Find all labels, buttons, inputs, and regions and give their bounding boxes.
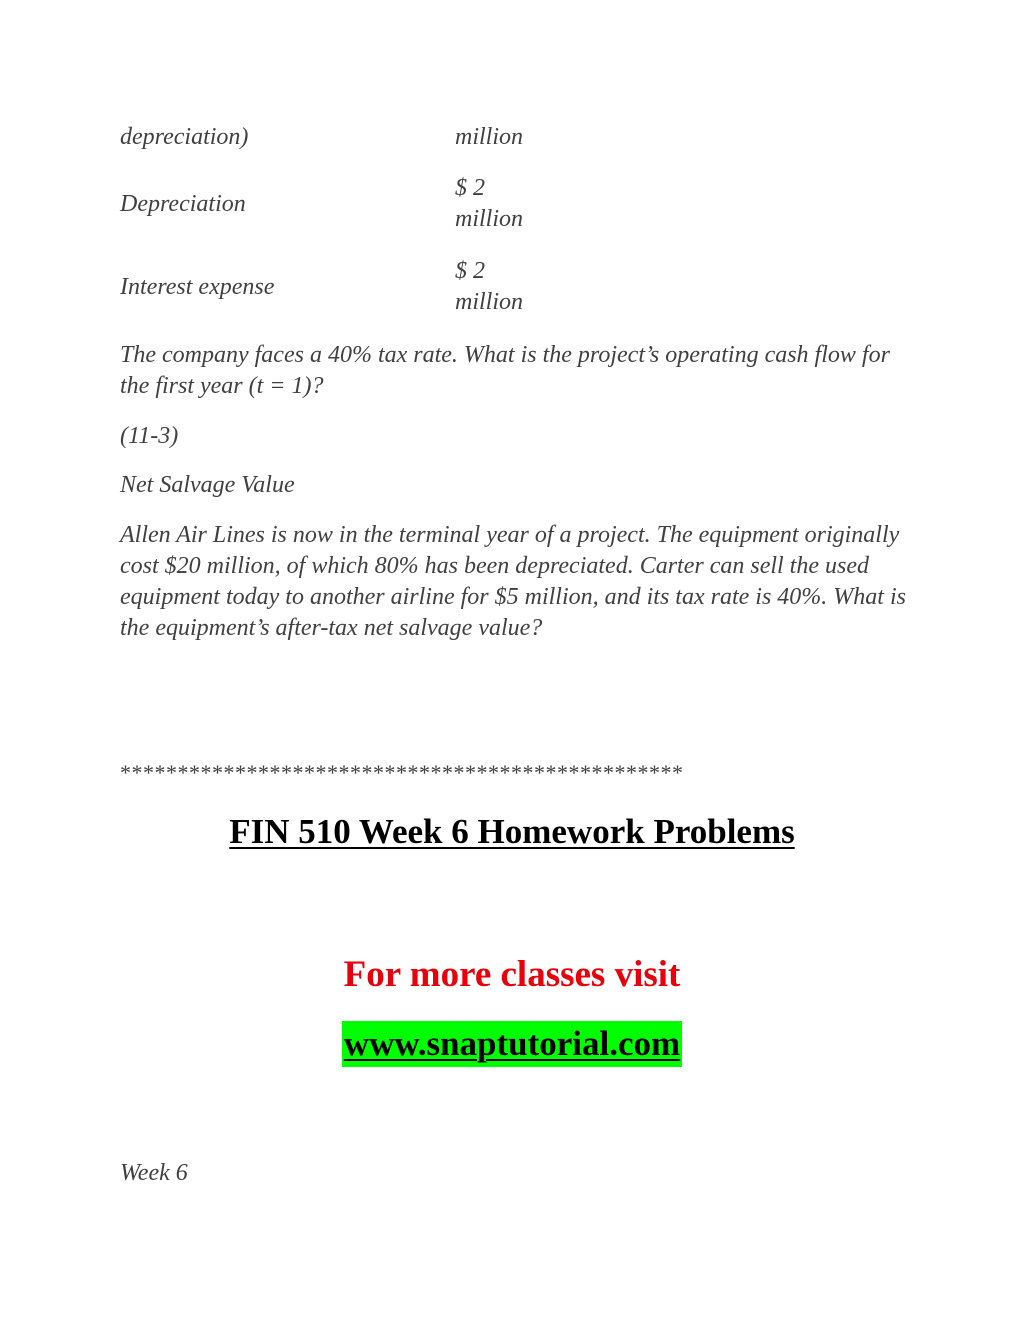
week-label: Week 6 bbox=[120, 1160, 188, 1186]
page-title bbox=[0, 812, 1024, 852]
page-title-text: FIN 510 Week 6 Homework Problems bbox=[229, 812, 795, 851]
table-row-label: Interest expense bbox=[120, 274, 275, 300]
table-row-value: million bbox=[455, 206, 524, 232]
question-text: The company faces a 40% tax rate. What is the project’s operating cash flow for the first year (t = 1)? bbox=[120, 342, 890, 399]
table-row-label: Depreciation bbox=[120, 191, 246, 217]
promo-link-wrap bbox=[0, 1021, 1024, 1067]
problem-title: Net Salvage Value bbox=[120, 472, 295, 498]
problem-number: (11-3) bbox=[120, 423, 179, 449]
separator: ************************************************* bbox=[120, 760, 684, 785]
table-row-value: million bbox=[455, 124, 524, 150]
table-row-label: depreciation) bbox=[120, 124, 249, 150]
problem-text: Allen Air Lines is now in the terminal year of a project. The equipment originally cost $20 million, of which 80% has been depreciated. Carter can sell the used equipment today to another airline for $5 million, and its tax rate is 40%. What is the equipment’s after-tax net salvage value? bbox=[120, 522, 906, 641]
table-row-value: $ 2 bbox=[455, 258, 485, 284]
promo-link[interactable]: www.snaptutorial.com bbox=[342, 1021, 682, 1067]
table-row-value: $ 2 bbox=[455, 175, 485, 201]
table-row-value: million bbox=[455, 289, 524, 315]
promo-text: For more classes visit bbox=[343, 954, 681, 995]
